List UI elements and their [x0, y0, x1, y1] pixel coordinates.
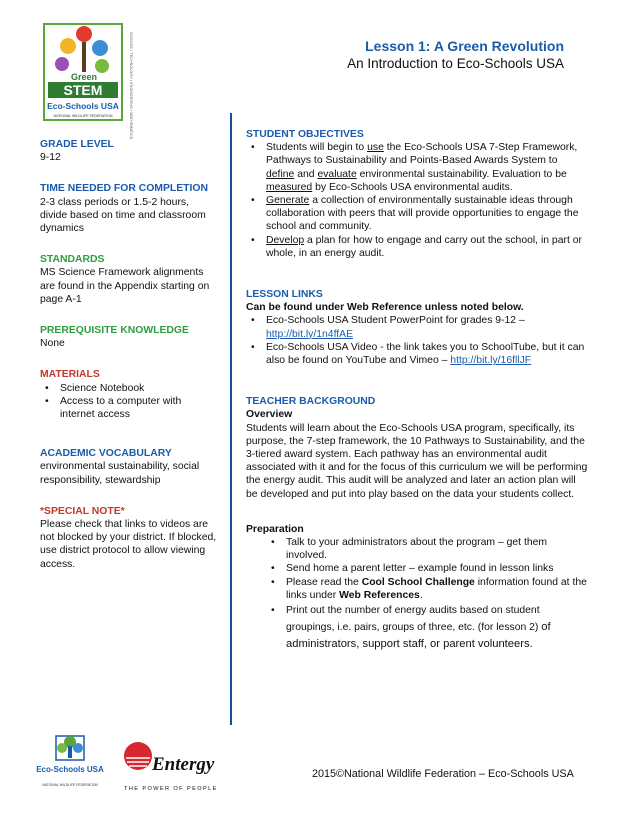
green-stem-logo: [40, 22, 140, 140]
preparation-heading: Preparation: [246, 523, 304, 535]
list-item: • Please read the Cool School Challenge information found at the links under Web References.: [246, 576, 588, 602]
overview-text: Students will learn about the Eco-Schools USA program, specifically, its purpose, the 7-step framework, the 10 Pathways to Sustainability, and the 3-tiered award system. Each pathway has an environmental audit associated with it and for the focus of this curriculum we will be performing the energy audit. This audit will be analyzed and later an action plan will be developed and put into play based on the data your students collect.: [246, 422, 588, 500]
page-subtitle: An Introduction to Eco-Schools USA: [347, 56, 564, 71]
materials-list: [40, 382, 218, 422]
entergy-tag: THE POWER OF PEOPLE: [124, 786, 218, 792]
list-item: • Develop a plan for how to engage and carry out the school, in part or whole, in an energy audit.: [246, 234, 588, 260]
entergy-logo: [120, 736, 230, 796]
entergy-name: Entergy: [152, 754, 215, 775]
links-subheading: Can be found under Web Reference unless noted below.: [246, 302, 524, 314]
special-note-value: Please check that links to videos are not blocked by your district. If blocked, use district protocol to allow viewing access.: [40, 519, 217, 570]
vocab-value: environmental sustainability, social responsibility, stewardship: [40, 461, 200, 486]
powerpoint-link[interactable]: http://bit.ly/1n4ffAE: [266, 328, 354, 340]
logo-org-text: Eco-Schools USA: [47, 101, 119, 111]
overview-heading: Overview: [246, 409, 293, 421]
list-item: • Eco-Schools USA Student PowerPoint for grades 9-12 – http://bit.ly/1n4ffAE: [246, 314, 588, 340]
vocab-heading: ACADEMIC VOCABULARY: [40, 448, 172, 460]
column-divider: [230, 113, 232, 725]
prereq-heading: PREREQUISITE KNOWLEDGE: [40, 325, 189, 337]
logo-side-text: SCIENCE • TECHNOLOGY • ENGINEERING • MATHEMATICS: [129, 32, 133, 140]
background-heading: TEACHER BACKGROUND: [246, 396, 376, 408]
copyright: 2015©National Wildlife Federation – Eco-Schools USA: [312, 768, 574, 780]
header: [347, 38, 564, 71]
eco-footer-tag: NATIONAL WILDLIFE FEDERATION: [42, 783, 98, 787]
logo-org-tag: NATIONAL WILDLIFE FEDERATION: [53, 114, 113, 118]
right-column: [246, 128, 588, 667]
list-item: • Talk to your administrators about the program – get them involved.: [246, 536, 588, 562]
list-item: • Students will begin to use the Eco-Schools USA 7-Step Framework, Pathways to Sustainability and Points-Based Awards System to define and evaluate environmental sustainability. Evaluation to be measured by Eco-Schools USA environmental audits.: [246, 141, 588, 194]
logo-main-text: STEM: [63, 82, 103, 98]
grade-heading: GRADE LEVEL: [40, 139, 114, 150]
time-heading: TIME NEEDED FOR COMPLETION: [40, 183, 208, 195]
grade-value: 9-12: [40, 152, 61, 164]
list-item: • Science Notebook: [40, 382, 218, 395]
logo-top-text: Green: [70, 72, 98, 82]
objectives-heading: STUDENT OBJECTIVES: [246, 129, 364, 140]
left-column: [40, 138, 218, 585]
video-link[interactable]: http://bit.ly/16fllJF: [450, 355, 532, 367]
page-title: Lesson 1: A Green Revolution: [365, 38, 564, 54]
special-note-heading: *SPECIAL NOTE*: [40, 505, 125, 517]
links-list: [246, 314, 588, 367]
prereq-value: None: [40, 338, 65, 350]
standards-heading: STANDARDS: [40, 254, 105, 266]
eco-footer-name: Eco-Schools USA: [36, 765, 104, 774]
materials-heading: MATERIALS: [40, 369, 100, 381]
links-heading: LESSON LINKS: [246, 289, 323, 301]
eco-schools-logo: [36, 730, 104, 800]
footer: [0, 730, 638, 826]
list-item: • Send home a parent letter – example found in lesson links: [246, 562, 588, 575]
objectives-list: [246, 141, 588, 260]
list-item: • Print out the number of energy audits based on student groupings, i.e. pairs, groups of three, etc. (for lesson 2) of administrators, support staff, or parent volunteers.: [246, 602, 588, 653]
list-item: • Eco-Schools USA Video - the link takes you to SchoolTube, but it can also be found on YouTube and Vimeo – http://bit.ly/16fllJF: [246, 341, 588, 367]
list-item: • Access to a computer with internet access: [40, 395, 218, 421]
standards-value: MS Science Framework alignments are found in the Appendix starting on page A-1: [40, 267, 210, 305]
list-item: • Generate a collection of environmentally sustainable ideas through collaboration with peers that will provide opportunities to engage the school and community.: [246, 194, 588, 234]
preparation-list: [246, 536, 588, 653]
time-value: 2-3 class periods or 1.5-2 hours, divide based on time and classroom dynamics: [40, 196, 206, 235]
